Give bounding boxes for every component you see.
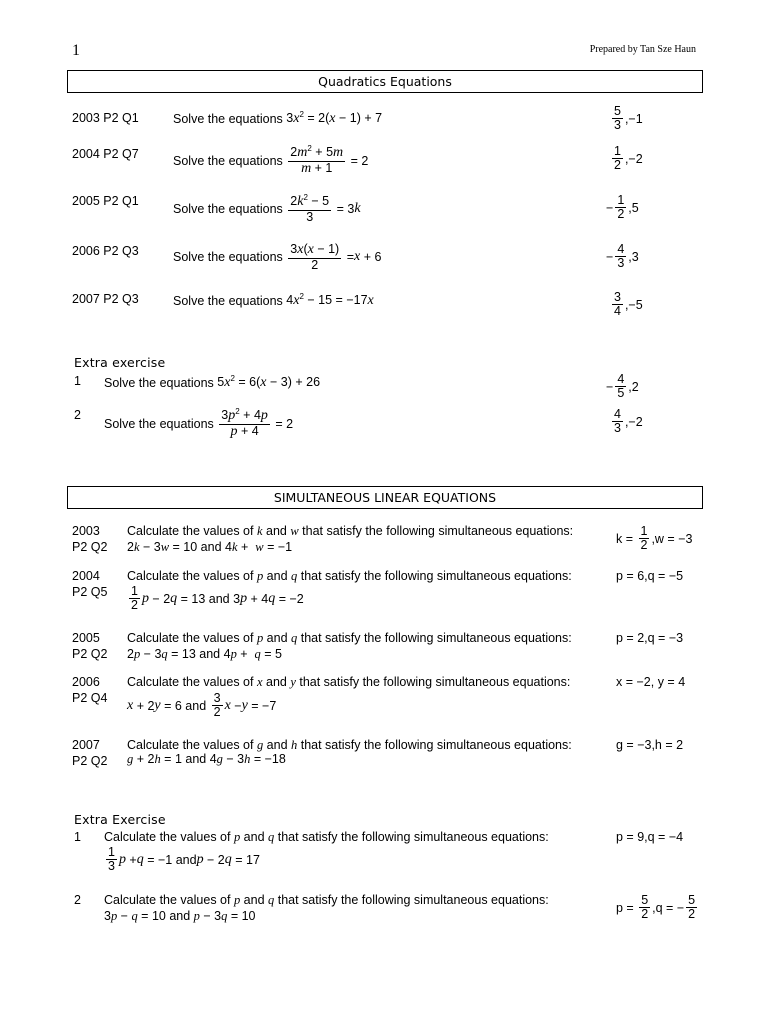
question-year: 2006 [72, 675, 100, 689]
equations: 3p − q = 10 and p − 3q = 10 [104, 909, 256, 923]
question-ref: 2005 P2 Q1 [72, 194, 139, 208]
question-paper: P2 Q2 [72, 754, 108, 768]
equation: Solve the equations $\frac{2k^2 - 5}{3}$ = 3 k [173, 193, 361, 224]
answer: p = $\frac{5}{2}$ ,q = − $\frac{5}{2}$ [616, 893, 696, 922]
prepared-by: Prepared by Tan Sze Haun [589, 44, 696, 55]
answer: $\frac{4}{3}$ ,−2 [614, 407, 643, 436]
extra-number: 2 [74, 893, 81, 907]
prompt: Solve the equations [173, 201, 283, 216]
question-prompt: Calculate the values of x and y that satisfy the following simultaneous equations: [127, 675, 571, 689]
equation-body: $5x^2 = 6(x - 3) + 26$ [217, 374, 321, 391]
prompt: Solve the equations [104, 375, 214, 390]
answer: x = −2, y = 4 [616, 675, 686, 689]
answer: g = −3,h = 2 [616, 738, 684, 752]
equations: 2k − 3w = 10 and 4k + w = −1 [127, 540, 293, 554]
simultaneous-title-text: SIMULTANEOUS LINEAR EQUATIONS [273, 490, 497, 505]
question-prompt: Calculate the values of g and h that satisfy the following simultaneous equations: [127, 738, 572, 752]
question-year: 2005 [72, 631, 100, 645]
answer: − $\frac{4}{3}$ ,3 [606, 242, 639, 271]
prompt: Solve the equations [173, 111, 283, 126]
question-paper: P2 Q5 [72, 585, 108, 599]
question-paper: P2 Q2 [72, 647, 108, 661]
answer: k = $\frac{1}{2}$ ,w = −3 [616, 524, 693, 553]
equations: $\frac{1}{3}$ p + q = −1 and p − 2 q = 17 [108, 845, 260, 874]
question-prompt: Calculate the values of p and q that satisfy the following simultaneous equations: [104, 893, 549, 907]
answer: $\frac{5}{3}$ ,−1 [614, 104, 643, 133]
question-ref: 2007 P2 Q3 [72, 292, 139, 306]
equation: Solve the equations $\frac{3x(x - 1)}{2}$ = x + 6 [173, 242, 382, 272]
equation: Solve the equations $\frac{3p^2 + 4p}{p + 4}$ = 2 [104, 407, 294, 439]
equation [173, 110, 382, 127]
question-prompt: Calculate the values of p and q that satisfy the following simultaneous equations: [127, 569, 572, 583]
question-paper: P2 Q2 [72, 540, 108, 554]
extra-number: 1 [74, 830, 81, 844]
question-prompt: Calculate the values of p and q that satisfy the following simultaneous equations: [104, 830, 549, 844]
simultaneous-section-title [67, 486, 703, 509]
answer: p = 2,q = −3 [616, 631, 684, 645]
equation-body: $4x^2 - 15 = -17x$ [286, 292, 374, 309]
equations: x + 2 y = 6 and $\frac{3}{2}$ x − y = −7 [127, 691, 277, 720]
question-year: 2003 [72, 524, 100, 538]
question-year: 2004 [72, 569, 100, 583]
question-year: 2007 [72, 738, 100, 752]
equations: $\frac{1}{2}$ p − 2 q = 13 and 3 p + 4 q = −2 [131, 584, 304, 613]
prompt: Solve the equations [173, 250, 283, 265]
answer: − $\frac{4}{5}$ ,2 [606, 372, 639, 401]
answer: $\frac{1}{2}$ ,−2 [614, 144, 643, 173]
answer: p = 9,q = −4 [616, 830, 684, 844]
equation [104, 374, 320, 391]
question-prompt: Calculate the values of p and q that satisfy the following simultaneous equations: [127, 631, 572, 645]
equations: g + 2h = 1 and 4g − 3h = −18 [127, 752, 286, 766]
page-number: 1 [72, 42, 80, 59]
question-ref: 2004 P2 Q7 [72, 147, 139, 161]
equation-body: $3x^2 = 2(x - 1) + 7$ [286, 110, 383, 127]
equation: Solve the equations $\frac{2m^2 + 5m}{m + 1}$ = 2 [173, 144, 369, 176]
equation [173, 292, 374, 309]
answer: $\frac{3}{4}$ ,−5 [614, 290, 643, 319]
prompt: Solve the equations [173, 153, 283, 168]
extra-exercise-heading: Extra exercise [74, 355, 166, 370]
answer: p = 6,q = −5 [616, 569, 684, 583]
extra-number: 2 [74, 408, 81, 422]
extra-number: 1 [74, 374, 81, 388]
prompt: Solve the equations [104, 416, 214, 431]
answer: − $\frac{1}{2}$ ,5 [606, 193, 639, 222]
question-prompt: Calculate the values of k and w that satisfy the following simultaneous equations: [127, 524, 574, 538]
question-ref: 2003 P2 Q1 [72, 111, 139, 125]
quadratics-section-title [67, 70, 703, 93]
prompt: Solve the equations [173, 293, 283, 308]
equations: 2p − 3q = 13 and 4p + q = 5 [127, 647, 282, 661]
question-paper: P2 Q4 [72, 691, 108, 705]
quadratics-title-text: Quadratics Equations [318, 74, 452, 89]
extra-exercise-heading: Extra Exercise [74, 812, 166, 827]
question-ref: 2006 P2 Q3 [72, 244, 139, 258]
